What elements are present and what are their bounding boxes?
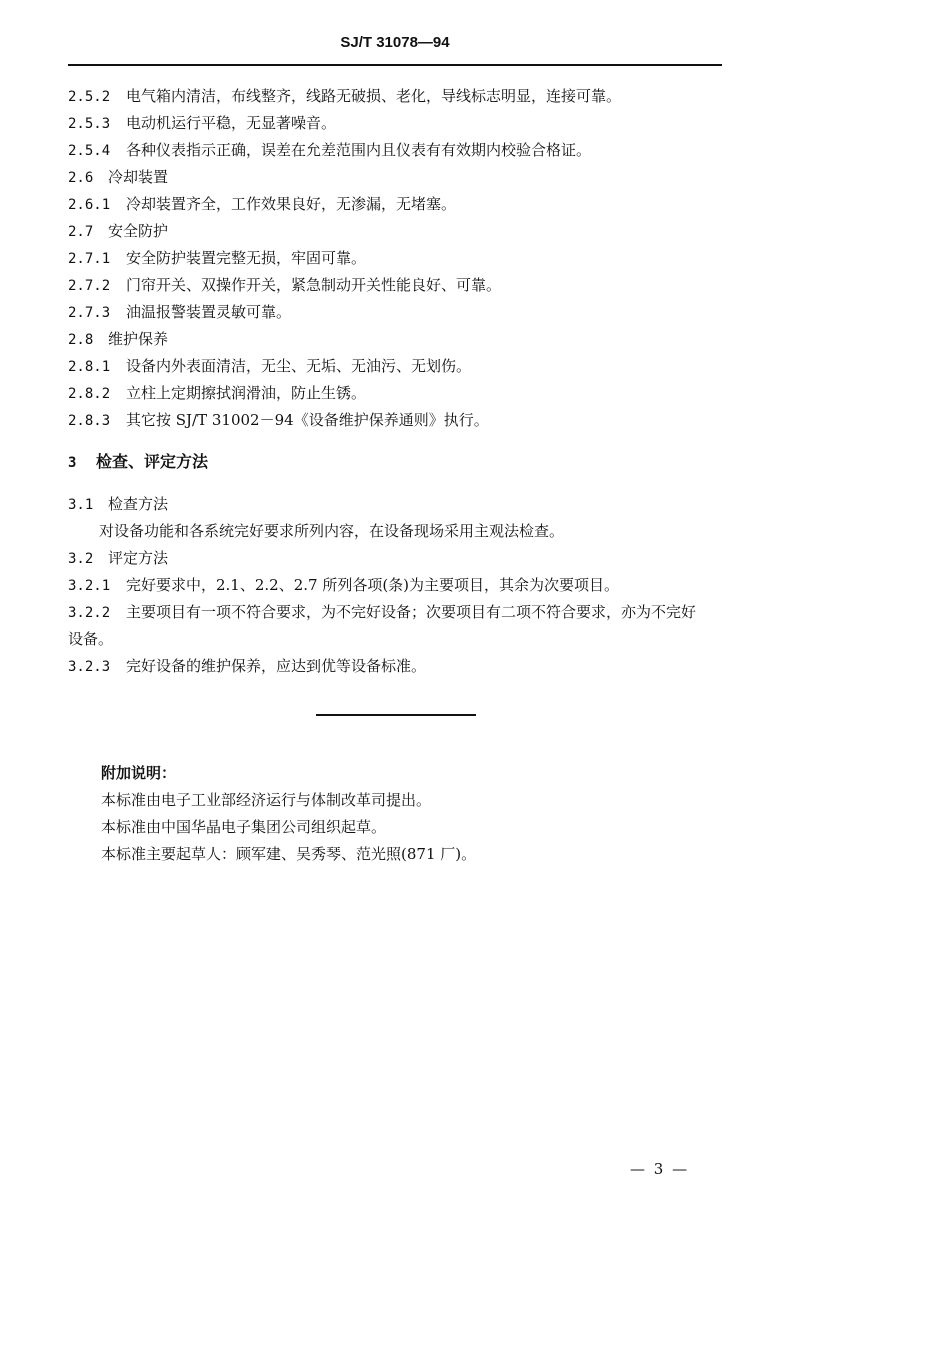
notes-line: 本标准主要起草人：顾军建、吴秀琴、范光照(871 厂)。 (101, 845, 477, 863)
clause-text: 设备内外表面清洁，无尘、无垢、无油污、无划伤。 (126, 357, 472, 375)
clause-number: 2.8.2 (68, 386, 111, 402)
clause-text: 油温报警装置灵敏可靠。 (126, 303, 292, 321)
clause-2-6 (68, 167, 168, 188)
standard-number-header: SJ/T 31078—94 (340, 34, 450, 51)
section-title: 检查、评定方法 (96, 452, 209, 471)
clause-title: 检查方法 (108, 495, 169, 513)
clause-number: 2.7.2 (68, 278, 111, 294)
clause-2-5-4 (68, 140, 591, 161)
clause-2-6-1 (68, 194, 456, 215)
clause-number: 2.7.1 (68, 251, 111, 267)
clause-number: 2.8.3 (68, 413, 111, 429)
clause-number: 3.2.1 (68, 578, 111, 594)
clause-text: 安全防护装置完整无损，牢固可靠。 (126, 249, 367, 267)
clause-2-8-1 (68, 356, 471, 377)
header-rule (68, 64, 722, 66)
clause-3-1-body: 对设备功能和各系统完好要求所列内容，在设备现场采用主观法检查。 (99, 522, 565, 540)
section-3-heading (68, 452, 208, 473)
clause-2-7-2 (68, 275, 501, 296)
clause-number: 3.2.2 (68, 605, 111, 621)
clause-text: 电动机运行平稳，无显著噪音。 (126, 114, 337, 132)
clause-3-2 (68, 548, 168, 569)
clause-number: 2.6 (68, 170, 94, 186)
clause-number: 3.2.3 (68, 659, 111, 675)
clause-text: 各种仪表指示正确，误差在允差范围内且仪表有有效期内校验合格证。 (126, 141, 592, 159)
notes-title: 附加说明： (101, 764, 177, 782)
clause-text: 门帘开关、双操作开关，紧急制动开关性能良好、可靠。 (126, 276, 502, 294)
clause-text: 维护保养 (108, 330, 169, 348)
clause-number: 3.1 (68, 497, 94, 513)
clause-text: 完好要求中，2.1、2.2、2.7 所列各项(条)为主要项目，其余为次要项目。 (126, 576, 620, 594)
clause-text: 安全防护 (108, 222, 169, 240)
clause-text: 冷却装置 (108, 168, 169, 186)
notes-line: 本标准由中国华晶电子集团公司组织起草。 (101, 818, 387, 836)
clause-3-1 (68, 494, 168, 515)
clause-number: 2.5.4 (68, 143, 111, 159)
clause-3-2-2-continuation: 设备。 (68, 630, 114, 648)
clause-2-7-1 (68, 248, 366, 269)
clause-3-2-1 (68, 575, 619, 596)
clause-2-8 (68, 329, 168, 350)
clause-3-2-3 (68, 656, 426, 677)
clause-text: 主要项目有一项不符合要求，为不完好设备；次要项目有二项不符合要求，亦为不完好 (126, 603, 697, 621)
clause-text: 电气箱内清洁，布线整齐，线路无破损、老化，导线标志明显，连接可靠。 (126, 87, 622, 105)
clause-number: 2.8.1 (68, 359, 111, 375)
clause-text: 冷却装置齐全，工作效果良好，无渗漏，无堵塞。 (126, 195, 457, 213)
clause-2-7-3 (68, 302, 291, 323)
clause-number: 2.6.1 (68, 197, 111, 213)
clause-2-5-2 (68, 86, 621, 107)
page-number: — 3 — (630, 1160, 690, 1178)
clause-text: 完好设备的维护保养，应达到优等设备标准。 (126, 657, 427, 675)
clause-number: 2.7.3 (68, 305, 111, 321)
end-rule (316, 714, 476, 716)
clause-2-8-3 (68, 410, 489, 431)
clause-number: 3.2 (68, 551, 94, 567)
clause-number: 2.5.2 (68, 89, 111, 105)
clause-2-8-2 (68, 383, 366, 404)
clause-text: 其它按 SJ/T 31002－94《设备维护保养通则》执行。 (126, 411, 489, 429)
clause-number: 2.5.3 (68, 116, 111, 132)
clause-text: 立柱上定期擦拭润滑油，防止生锈。 (126, 384, 367, 402)
clause-number: 2.8 (68, 332, 94, 348)
section-number: 3 (68, 455, 77, 471)
clause-title: 评定方法 (108, 549, 169, 567)
clause-number: 2.7 (68, 224, 94, 240)
notes-line: 本标准由电子工业部经济运行与体制改革司提出。 (101, 791, 432, 809)
clause-2-5-3 (68, 113, 336, 134)
clause-2-7 (68, 221, 168, 242)
clause-3-2-2 (68, 602, 696, 623)
